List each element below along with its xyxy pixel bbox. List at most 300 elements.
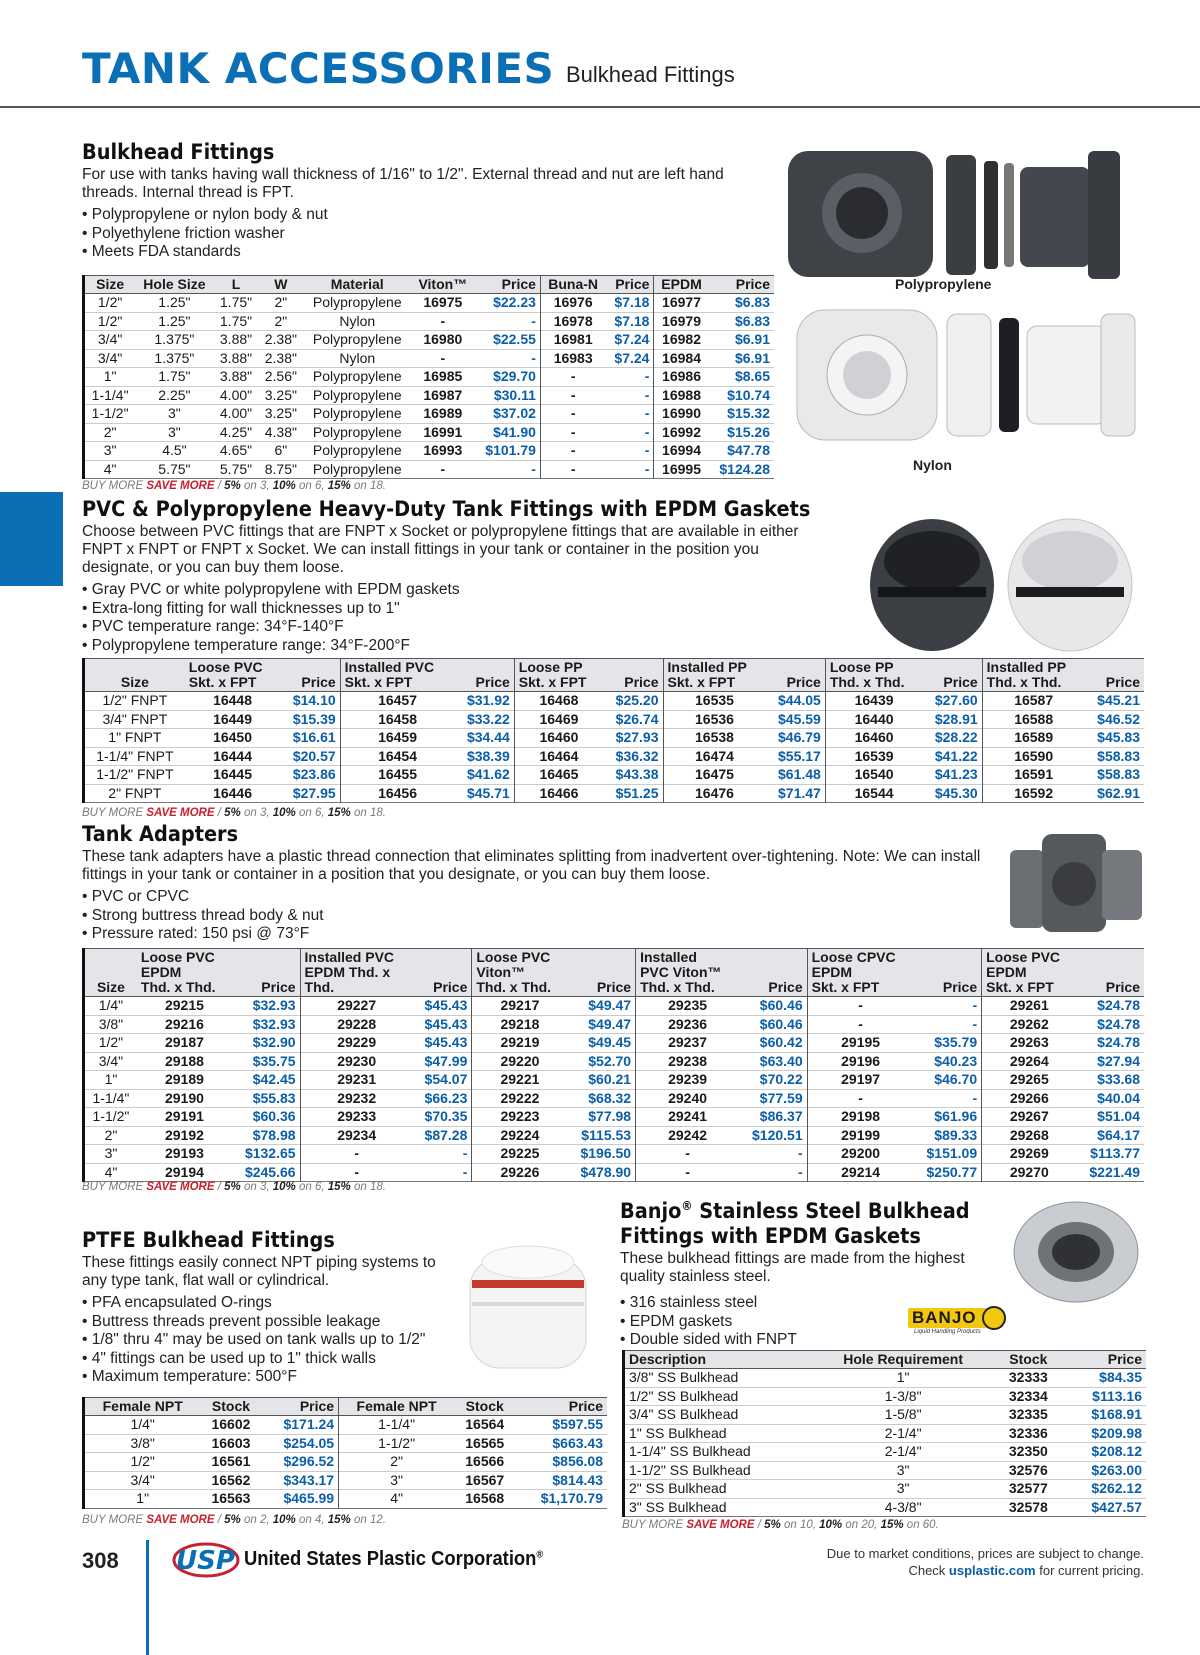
column-header-price: Price: [914, 949, 982, 997]
table-cell: -: [300, 1145, 413, 1164]
buy-more-part: on 12.: [353, 1514, 386, 1526]
table-cell: $46.70: [914, 1071, 982, 1090]
table-cell: 1.75": [214, 312, 259, 331]
table-cell: 29226: [472, 1163, 568, 1182]
table-cell: $1,170.79: [515, 1490, 607, 1509]
column-header-line: Skt. x FPT: [667, 674, 736, 690]
table-cell: 16449: [185, 710, 281, 729]
table-cell: 3/4": [84, 1052, 137, 1071]
buy-more-part: BUY MORE: [82, 807, 144, 819]
table-cell: 16446: [185, 784, 281, 803]
table-cell: 29264: [982, 1052, 1077, 1071]
table-cell: 16986: [654, 368, 709, 387]
page-title: TANK ACCESSORIES: [82, 44, 555, 93]
table-cell: 29221: [472, 1071, 568, 1090]
table-row: [84, 729, 1145, 748]
table-cell: Polypropylene: [303, 331, 411, 350]
table-cell: $41.22: [922, 747, 982, 766]
bullet-item: • Pressure rated: 150 psi @ 73°F: [82, 925, 1002, 944]
table-cell: $70.22: [739, 1071, 807, 1090]
table-cell: 16445: [185, 766, 281, 785]
table-cell: $14.10: [280, 692, 340, 711]
column-header-group: [185, 659, 281, 692]
column-header-line: EPDM Thd. x: [304, 964, 391, 980]
table-cell: 29269: [982, 1145, 1077, 1164]
section-title: [620, 1194, 988, 1249]
bullet-item: • PVC or CPVC: [82, 888, 1002, 907]
table-cell: 16988: [654, 386, 709, 405]
table-cell: 1": [896, 1369, 910, 1385]
table-cell: 32577: [995, 1480, 1062, 1499]
table-cell: 1-1/4" FNPT: [84, 747, 185, 766]
column-header-price: Price: [413, 949, 472, 997]
table-cell: 32350: [995, 1443, 1062, 1462]
table-cell: 29235: [668, 997, 708, 1013]
table-cell: $38.39: [454, 747, 514, 766]
table-cell: 16460: [514, 729, 603, 748]
buy-more-part: on 18.: [353, 480, 386, 492]
table-cell: $10.74: [709, 386, 774, 405]
table-cell: $89.33: [914, 1126, 982, 1145]
section-description: These fittings easily connect NPT piping systems to any type tank, flat wall or cylindrical.: [82, 1254, 436, 1289]
table-cell: $41.62: [454, 766, 514, 785]
banjo-logo-text: BANJO: [912, 1308, 977, 1327]
table-cell: $47.99: [413, 1052, 472, 1071]
table-cell: 16450: [185, 729, 281, 748]
table-cell: 29229: [300, 1034, 413, 1053]
table-cell: 1/2" SS Bulkhead: [624, 1387, 812, 1406]
table-cell: 1": [84, 368, 136, 387]
table-cell: 1-1/2": [84, 405, 136, 424]
bullet-item: • 4" fittings can be used up to 1" thick walls: [82, 1350, 472, 1369]
table-cell: $27.60: [922, 692, 982, 711]
bullet-item: • Polypropylene temperature range: 34°F-200°F: [82, 637, 842, 656]
table-cell: Polypropylene: [303, 442, 411, 461]
table-cell: $62.91: [1085, 784, 1144, 803]
table-cell: 16991: [411, 423, 474, 442]
table-cell: $64.17: [1076, 1126, 1144, 1145]
column-header: Price: [605, 276, 654, 294]
table-cell: 29194: [137, 1163, 232, 1182]
table-cell: 1.75": [219, 294, 253, 310]
table-cell: 16975: [423, 294, 463, 310]
column-header-line: Thd. x Thd.: [476, 979, 552, 995]
table-cell: 16458: [340, 710, 454, 729]
table-cell: $24.78: [1076, 1015, 1144, 1034]
table-row: [624, 1461, 1147, 1480]
column-header-line: Skt. x FPT: [811, 979, 880, 995]
table-cell: 3/8": [84, 1015, 137, 1034]
column-header: Price: [474, 276, 540, 294]
pricing-note-line1: Due to market conditions, prices are subject to change.: [826, 1546, 1144, 1561]
table-cell: $44.05: [765, 692, 825, 711]
column-header: Size: [84, 276, 136, 294]
tank-adapter-photo: [1010, 820, 1145, 942]
ptfe-section: [82, 1228, 472, 1387]
table-cell: $49.47: [568, 997, 636, 1016]
table-cell: 1-1/4": [378, 1416, 416, 1432]
table-cell: 3/8": [84, 1434, 201, 1453]
banjo-stainless-fitting-photo: [998, 1200, 1148, 1310]
table-cell: 2" FNPT: [84, 784, 185, 803]
table-cell: 2.56": [258, 368, 303, 387]
column-header-line: Skt. x FPT: [986, 979, 1054, 995]
buy-more-part: 5%: [764, 1519, 781, 1531]
buy-more-note: [82, 1514, 386, 1526]
usp-logo-text: USP: [176, 1546, 235, 1576]
bullet-list: [82, 581, 842, 655]
buy-more-part: 5%: [224, 1181, 241, 1193]
buy-more-part: 15%: [327, 1181, 351, 1193]
image-caption-nylon: Nylon: [913, 457, 952, 473]
table-cell: Nylon: [303, 312, 411, 331]
table-cell: 29261: [1009, 997, 1049, 1013]
buy-more-part: /: [217, 1514, 221, 1526]
buy-more-part: /: [757, 1519, 761, 1531]
table-cell: 1.75": [135, 368, 213, 387]
table-cell: 29196: [807, 1052, 913, 1071]
buy-more-part: on 3,: [243, 807, 270, 819]
table-header-row: [84, 659, 1145, 692]
buy-more-part: 10%: [272, 480, 296, 492]
table-cell: 1/2": [84, 1034, 137, 1053]
table-cell: 3": [135, 405, 213, 424]
table-cell: -: [540, 460, 605, 479]
buy-more-part: SAVE MORE: [686, 1519, 755, 1531]
section-description: These bulkhead fittings are made from the highest quality stainless steel.: [620, 1250, 965, 1285]
table-cell: $45.21: [1097, 692, 1140, 708]
table-cell: 16977: [662, 294, 701, 310]
table-cell: 2.38": [258, 349, 303, 368]
table-cell: 2": [274, 294, 288, 310]
table-cell: -: [807, 1089, 913, 1108]
column-header: Description: [624, 1351, 812, 1369]
table-row: [84, 1145, 1145, 1164]
buy-more-part: on 3,: [243, 1181, 270, 1193]
table-cell: $87.28: [413, 1126, 472, 1145]
table-cell: $132.65: [232, 1145, 300, 1164]
table-cell: $41.23: [922, 766, 982, 785]
column-header-price: Price: [232, 949, 300, 997]
column-header-line: Skt. x FPT: [188, 674, 257, 690]
buy-more-part: on 6,: [298, 807, 325, 819]
table-cell: 29267: [982, 1108, 1077, 1127]
table-cell: -: [540, 386, 605, 405]
column-header-line: PVC Viton™: [640, 964, 722, 980]
table-cell: 1-3/8": [812, 1387, 995, 1406]
table-cell: $151.09: [914, 1145, 982, 1164]
table-cell: $15.39: [280, 710, 340, 729]
table-cell: 16590: [982, 747, 1084, 766]
page-subtitle: Bulkhead Fittings: [566, 62, 735, 87]
bullet-item: • Extra-long fitting for wall thicknesses up to 1": [82, 600, 842, 619]
column-header-size: Size: [84, 949, 137, 997]
table-cell: 29266: [982, 1089, 1077, 1108]
table-cell: 29263: [982, 1034, 1077, 1053]
table-row: [84, 1416, 608, 1435]
table-cell: $86.37: [739, 1108, 807, 1127]
table-cell: -: [540, 405, 605, 424]
table-cell: 29231: [300, 1071, 413, 1090]
bullet-item: • Strong buttress thread body & nut: [82, 907, 1002, 926]
table-cell: -: [413, 1163, 472, 1182]
table-cell: 2": [84, 423, 136, 442]
buy-more-part: 15%: [880, 1519, 904, 1531]
table-cell: $22.55: [474, 331, 540, 350]
table-cell: 3.88": [214, 331, 259, 350]
table-row: [624, 1480, 1147, 1499]
table-cell: $27.93: [603, 729, 663, 748]
buy-more-part: SAVE MORE: [146, 807, 215, 819]
table-cell: -: [411, 312, 474, 331]
bulkhead-table: [82, 275, 774, 479]
website-link[interactable]: usplastic.com: [948, 1563, 1036, 1578]
table-cell: $77.59: [739, 1089, 807, 1108]
table-cell: $60.42: [739, 1034, 807, 1053]
table-row: [624, 1424, 1147, 1443]
column-header-price: Price: [765, 659, 825, 692]
column-header-line: Loose PVC: [986, 949, 1061, 965]
table-cell: $168.91: [1062, 1406, 1146, 1425]
nylon-fittings-photo: [795, 300, 1145, 450]
buy-more-part: 5%: [224, 807, 241, 819]
bullet-list: [82, 888, 1002, 944]
column-header-line: EPDM: [986, 964, 1027, 980]
table-cell: $45.43: [413, 1034, 472, 1053]
ptfe-fitting-photo: [462, 1238, 594, 1376]
table-cell: -: [474, 349, 540, 368]
bulkhead-section: [82, 140, 772, 262]
table-cell: 16994: [654, 442, 709, 461]
table-row: [84, 1052, 1145, 1071]
column-header-group: [472, 949, 568, 997]
column-header-line: Viton™: [476, 964, 526, 980]
bullet-item: • Polyethylene friction washer: [82, 225, 772, 244]
table-cell: $427.57: [1062, 1498, 1146, 1517]
table-cell: $40.04: [1076, 1089, 1144, 1108]
table-cell: 16466: [514, 784, 603, 803]
table-cell: $36.32: [603, 747, 663, 766]
table-cell: 3.25": [258, 405, 303, 424]
table-cell: $124.28: [709, 460, 774, 479]
table-cell: -: [605, 405, 654, 424]
registered-mark: ®: [681, 1199, 693, 1213]
table-cell: 29227: [337, 997, 377, 1013]
table-cell: 6": [258, 442, 303, 461]
column-header-line: Loose PP: [518, 659, 583, 675]
table-cell: 29216: [137, 1015, 232, 1034]
table-cell: $51.04: [1076, 1108, 1144, 1127]
table-row: [84, 1163, 1145, 1182]
table-cell: 16476: [663, 784, 765, 803]
table-cell: 16564: [465, 1416, 505, 1432]
table-row: [84, 784, 1145, 803]
table-cell: 3.88": [214, 349, 259, 368]
table-cell: 1/4": [98, 997, 124, 1013]
table-cell: 32333: [1008, 1369, 1048, 1385]
table-cell: 29262: [982, 1015, 1077, 1034]
table-cell: 29190: [137, 1089, 232, 1108]
table-cell: $52.70: [568, 1052, 636, 1071]
column-header: EPDM: [654, 276, 709, 294]
section-description: For use with tanks having wall thickness of 1/16" to 1/2". External thread and nut are left hand threads. Internal thread is FPT.: [82, 166, 724, 201]
table-cell: $15.32: [709, 405, 774, 424]
table-cell: 2" SS Bulkhead: [624, 1480, 812, 1499]
table-cell: -: [605, 386, 654, 405]
table-cell: 29223: [472, 1108, 568, 1127]
table-cell: Polypropylene: [303, 460, 411, 479]
table-cell: 29242: [636, 1126, 739, 1145]
buy-more-part: 10%: [272, 1514, 296, 1526]
table-cell: 29200: [807, 1145, 913, 1164]
table-row: [84, 442, 775, 461]
table-cell: 16993: [411, 442, 474, 461]
table-cell: -: [474, 460, 540, 479]
table-cell: 16591: [982, 766, 1084, 785]
table-cell: $597.55: [552, 1416, 603, 1432]
table-cell: 4.38": [258, 423, 303, 442]
column-header: Price: [1062, 1351, 1146, 1369]
table-cell: $46.79: [765, 729, 825, 748]
column-header-line: Thd.: [304, 979, 335, 995]
table-cell: -: [914, 1089, 982, 1108]
table-cell: 16562: [200, 1471, 261, 1490]
table-cell: 4.25": [214, 423, 259, 442]
page-number: 308: [82, 1548, 119, 1573]
table-cell: 32578: [995, 1498, 1062, 1517]
table-cell: $171.24: [262, 1416, 339, 1435]
buy-more-part: /: [217, 1181, 221, 1193]
table-cell: $27.95: [280, 784, 340, 803]
table-row: [84, 331, 775, 350]
table-cell: 29238: [636, 1052, 739, 1071]
table-cell: 4": [339, 1490, 455, 1509]
table-cell: 16589: [982, 729, 1084, 748]
buy-more-part: /: [217, 807, 221, 819]
table-cell: 4.5": [135, 442, 213, 461]
column-header: Buna-N: [540, 276, 605, 294]
table-cell: 3": [84, 442, 136, 461]
table-cell: -: [807, 1015, 913, 1034]
column-header-group: [514, 659, 603, 692]
table-cell: 16475: [663, 766, 765, 785]
section-title: PVC & Polypropylene Heavy-Duty Tank Fittings with EPDM Gaskets: [82, 497, 811, 521]
column-header-line: Loose PP: [829, 659, 894, 675]
banjo-logo-tagline: Liquid Handling Products: [914, 1329, 981, 1335]
header-rule: [0, 106, 1200, 108]
table-cell: $113.77: [1076, 1145, 1144, 1164]
buy-more-part: BUY MORE: [82, 480, 144, 492]
column-header-price: Price: [1085, 659, 1144, 692]
section-tab-marker: [0, 492, 63, 586]
table-cell: 1/2": [97, 294, 123, 310]
table-cell: $55.17: [765, 747, 825, 766]
pvc-pp-table: [82, 658, 1144, 803]
table-header-row: [84, 949, 1145, 997]
banjo-logo: [908, 1304, 1006, 1338]
table-cell: $7.18: [605, 294, 654, 313]
buy-more-part: on 18.: [353, 1181, 386, 1193]
column-header-line: Installed PVC: [344, 659, 435, 675]
table-cell: 16566: [454, 1453, 515, 1472]
column-header-line: Installed PP: [667, 659, 747, 675]
table-cell: $221.49: [1076, 1163, 1144, 1182]
column-header-group: [825, 659, 922, 692]
table-cell: -: [636, 1145, 739, 1164]
table-cell: $245.66: [232, 1163, 300, 1182]
table-cell: 16439: [854, 692, 894, 708]
table-cell: 16990: [654, 405, 709, 424]
table-cell: $15.26: [709, 423, 774, 442]
table-row: [84, 1034, 1145, 1053]
table-cell: $262.12: [1062, 1480, 1146, 1499]
column-header-group: [663, 659, 765, 692]
column-header-line: Skt. x FPT: [344, 674, 413, 690]
table-cell: 32336: [995, 1424, 1062, 1443]
table-cell: $7.24: [605, 331, 654, 350]
table-cell: 29189: [137, 1071, 232, 1090]
table-cell: $856.08: [515, 1453, 607, 1472]
table-cell: 16455: [340, 766, 454, 785]
table-row: [84, 1490, 608, 1509]
table-row: [84, 1471, 608, 1490]
table-cell: $113.16: [1062, 1387, 1146, 1406]
table-cell: $20.57: [280, 747, 340, 766]
table-cell: 29240: [636, 1089, 739, 1108]
table-cell: $30.11: [474, 386, 540, 405]
table-cell: 29199: [807, 1126, 913, 1145]
column-header-price: Price: [568, 949, 636, 997]
table-cell: 29268: [982, 1126, 1077, 1145]
table-cell: 29237: [636, 1034, 739, 1053]
table-row: [84, 312, 775, 331]
table-cell: 16464: [514, 747, 603, 766]
section-title: Tank Adapters: [82, 822, 239, 846]
buy-more-part: 15%: [327, 1514, 351, 1526]
column-header-price: Price: [454, 659, 514, 692]
table-row: [84, 386, 775, 405]
column-header-line: Thd. x Thd.: [829, 674, 905, 690]
table-cell: 2-1/4": [812, 1443, 995, 1462]
table-cell: $40.23: [914, 1052, 982, 1071]
table-cell: 1.375": [135, 331, 213, 350]
buy-more-part: 10%: [272, 1181, 296, 1193]
table-cell: 1-1/2" SS Bulkhead: [624, 1461, 812, 1480]
table-row: [84, 692, 1145, 711]
table-cell: 16568: [454, 1490, 515, 1509]
bullet-item: • Meets FDA standards: [82, 243, 772, 262]
table-cell: 29218: [472, 1015, 568, 1034]
table-cell: 16980: [411, 331, 474, 350]
column-header: L: [214, 276, 259, 294]
table-cell: -: [474, 312, 540, 331]
column-header: Stock: [454, 1398, 515, 1416]
ptfe-table: [82, 1397, 607, 1509]
column-header-group: [982, 659, 1084, 692]
pricing-note-text: for current pricing.: [1035, 1563, 1144, 1578]
table-cell: 16457: [378, 692, 417, 708]
buy-more-part: BUY MORE: [622, 1519, 684, 1531]
table-cell: $35.75: [232, 1052, 300, 1071]
table-cell: 29193: [137, 1145, 232, 1164]
table-cell: 1.25": [135, 312, 213, 331]
table-cell: 3" SS Bulkhead: [624, 1498, 812, 1517]
column-header-group: [300, 949, 413, 997]
buy-more-part: SAVE MORE: [146, 1514, 215, 1526]
buy-more-part: 5%: [224, 1514, 241, 1526]
table-cell: $45.59: [765, 710, 825, 729]
column-header-price: Price: [1076, 949, 1144, 997]
